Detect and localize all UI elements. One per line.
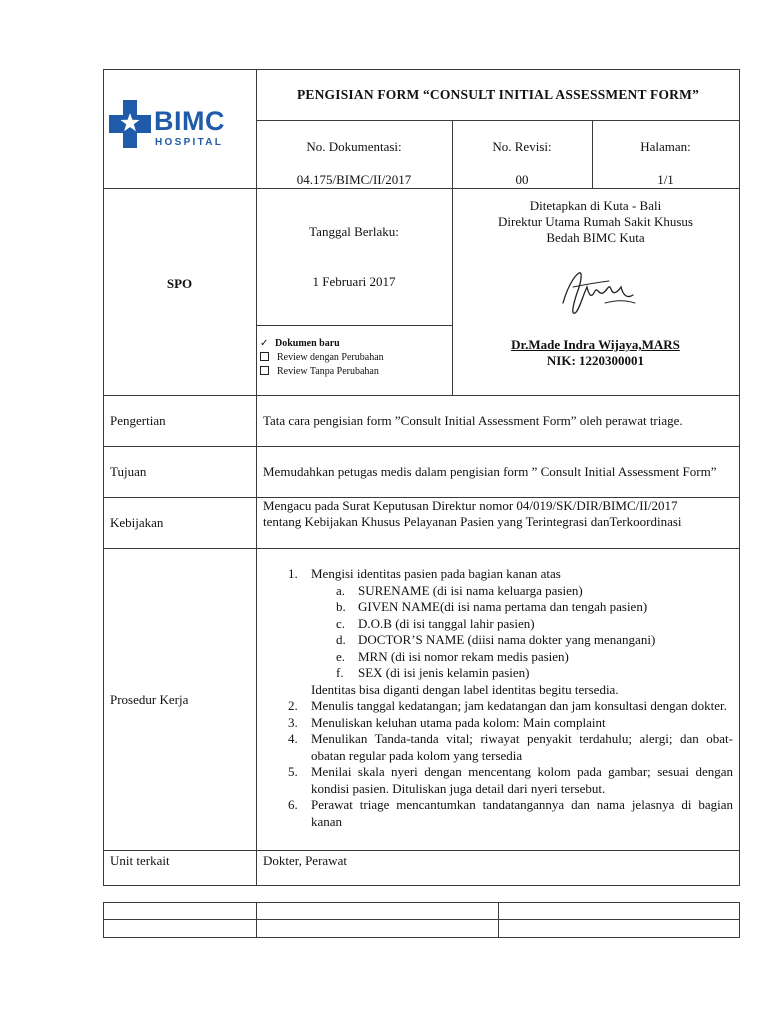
procedure-subitem: f. SEX (di isi jenis kelamin pasien) <box>336 665 530 680</box>
logo-wordmark: BIMC <box>154 106 225 136</box>
revision-value: 00 <box>515 172 529 187</box>
procedure-step-note: Identitas bisa diganti dengan label identitas begitu tersedia. <box>311 681 619 697</box>
table-divider-label-col <box>256 69 257 885</box>
page-value: 1/1 <box>657 172 674 187</box>
logo-subtitle: HOSPITAL <box>155 137 224 148</box>
approval-position: Direktur Utama Rumah Sakit Khusus <box>498 214 693 229</box>
tujuan-label: Tujuan <box>110 464 147 479</box>
page-label: Halaman: <box>640 139 691 154</box>
procedure-subitem: e. MRN (di isi nomor rekam medis pasien) <box>336 648 569 664</box>
effective-date-label: Tanggal Berlaku: <box>309 224 399 239</box>
option-review-with-changes: Review dengan Perubahan <box>260 351 450 364</box>
doc-number-label: No. Dokumentasi: <box>306 139 402 154</box>
pengertian-label: Pengertian <box>110 413 166 428</box>
approval-block <box>452 198 739 246</box>
unit-terkait-label: Unit terkait <box>110 853 170 868</box>
director-name: Dr.Made Indra Wijaya,MARS <box>511 337 680 352</box>
medical-cross-star-icon <box>108 99 152 149</box>
hospital-logo <box>108 99 248 155</box>
kebijakan-text: Mengacu pada Surat Keputusan Direktur nomor 04/019/SK/DIR/BIMC/II/2017 tentang Kebijakan Khusus Pelayanan Pasien yang Terintegrasi danTerkoordinasi <box>263 498 682 529</box>
procedure-step: 6. Perawat triage mencantumkan tandatangannya dan nama jelasnya di bagian kanan <box>288 797 733 829</box>
option-new-document: ✓ Dokumen baru <box>260 338 340 349</box>
doc-number-value: 04.175/BIMC/II/2017 <box>296 172 412 187</box>
approval-institution: Bedah BIMC Kuta <box>546 230 645 245</box>
spo-label: SPO <box>166 276 193 291</box>
table-divider-prosedur <box>103 850 740 851</box>
procedure-step: 3. Menuliskan keluhan utama pada kolom: Main complaint <box>288 714 606 730</box>
procedure-subitem: b. GIVEN NAME(di isi nama pertama dan tengah pasien) <box>336 599 648 614</box>
table-border-top <box>103 69 740 70</box>
table-border-left <box>103 69 104 885</box>
director-signature-icon <box>553 265 643 321</box>
procedure-step: 4. Menulikan Tanda-tanda vital; riwayat penyakit terdahulu; alergi; dan obat-obatan regular pada kolom yang tersedia <box>288 731 733 763</box>
unit-terkait-text: Dokter, Perawat <box>263 853 347 868</box>
procedure-list <box>263 566 733 830</box>
table-divider-pengertian <box>103 446 740 447</box>
option-review-without-changes: Review Tanpa Perubahan <box>260 365 450 378</box>
table-divider-header <box>103 188 740 189</box>
tujuan-text: Memudahkan petugas medis dalam pengisian form ” Consult Initial Assessment Form” <box>263 464 717 479</box>
procedure-step: 2. Menulis tanggal kedatangan; jam kedatangan dan jam konsultasi dengan dokter. <box>288 698 727 713</box>
document-title: PENGISIAN FORM “CONSULT INITIAL ASSESSMENT FORM” <box>296 87 700 102</box>
table-divider-title <box>256 120 740 121</box>
revision-label: No. Revisi: <box>492 139 552 154</box>
table-divider-date <box>256 325 452 326</box>
table-border-bottom <box>103 885 740 886</box>
procedure-step: 1. Mengisi identitas pasien pada bagian kanan atas <box>288 566 561 581</box>
kebijakan-label: Kebijakan <box>110 515 164 530</box>
approval-place: Ditetapkan di Kuta - Bali <box>529 198 662 213</box>
checkmark-icon: ✓ <box>260 338 269 349</box>
prosedur-label: Prosedur Kerja <box>110 692 189 707</box>
director-nik: NIK: 1220300001 <box>546 353 645 368</box>
effective-date-value: 1 Februari 2017 <box>312 274 396 289</box>
document-status-options <box>260 337 450 378</box>
procedure-subitem: a. SURENAME (di isi nama keluarga pasien) <box>336 582 583 598</box>
table-divider-spo <box>103 395 740 396</box>
checkbox-empty-icon <box>260 366 269 375</box>
checkbox-empty-icon <box>260 352 269 361</box>
procedure-subitem: c. D.O.B (di isi tanggal lahir pasien) <box>336 615 535 631</box>
table-divider-kebijakan <box>103 548 740 549</box>
pengertian-text: Tata cara pengisian form ”Consult Initial Assessment Form” oleh perawat triage. <box>263 413 683 428</box>
procedure-step: 5. Menilai skala nyeri dengan mencentang kolom pada gambar; sesuai dengan kondisi pasien. Dituliskan juga detail dari nyeri tersebut. <box>288 764 733 796</box>
table-border-right <box>739 69 740 885</box>
footer-empty-table <box>103 902 740 938</box>
procedure-subitem: d. DOCTOR’S NAME (diisi nama dokter yang menangani) <box>336 632 656 647</box>
